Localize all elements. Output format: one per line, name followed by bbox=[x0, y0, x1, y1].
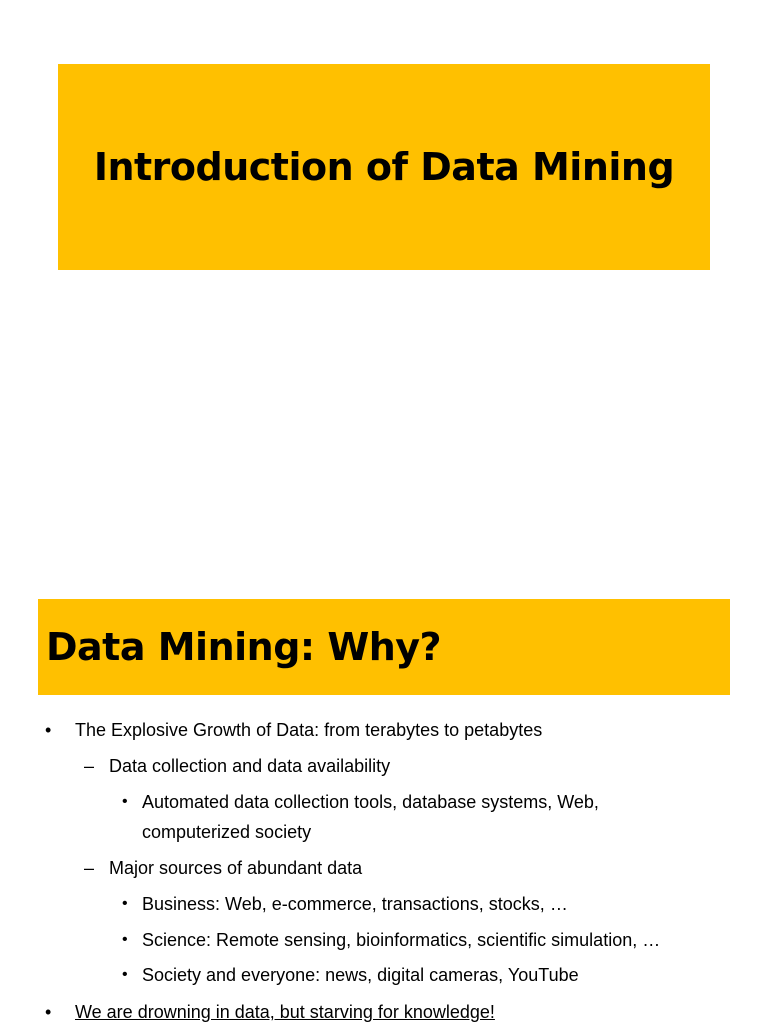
list-item: Automated data collection tools, database systems, Web, bbox=[142, 792, 599, 812]
bullet-marker: • bbox=[45, 1002, 52, 1022]
list-item: Data collection and data availability bbox=[109, 756, 391, 776]
list-item: The Explosive Growth of Data: from terabytes to petabytes bbox=[75, 720, 543, 740]
list-item: Major sources of abundant data bbox=[109, 858, 363, 878]
dash-marker: – bbox=[84, 756, 95, 776]
title-slide-banner bbox=[58, 64, 710, 270]
list-item: Society and everyone: news, digital cameras, YouTube bbox=[142, 965, 579, 985]
list-item: Business: Web, e-commerce, transactions, stocks, … bbox=[142, 894, 568, 914]
bullet-marker: • bbox=[45, 720, 52, 740]
slide-title: Introduction of Data Mining bbox=[93, 145, 675, 189]
slide-heading: Data Mining: Why? bbox=[46, 625, 442, 669]
dash-marker: – bbox=[84, 858, 95, 878]
list-item-continuation: computerized society bbox=[142, 822, 312, 842]
slide-heading-banner bbox=[38, 599, 730, 695]
bullet-marker: • bbox=[122, 793, 128, 810]
list-item-emphasis: We are drowning in data, but starving for knowledge! bbox=[75, 1002, 495, 1022]
bullet-marker: • bbox=[122, 966, 128, 983]
bullet-marker: • bbox=[122, 895, 128, 912]
bullet-marker: • bbox=[122, 931, 128, 948]
list-item: Science: Remote sensing, bioinformatics, scientific simulation, … bbox=[142, 930, 661, 950]
